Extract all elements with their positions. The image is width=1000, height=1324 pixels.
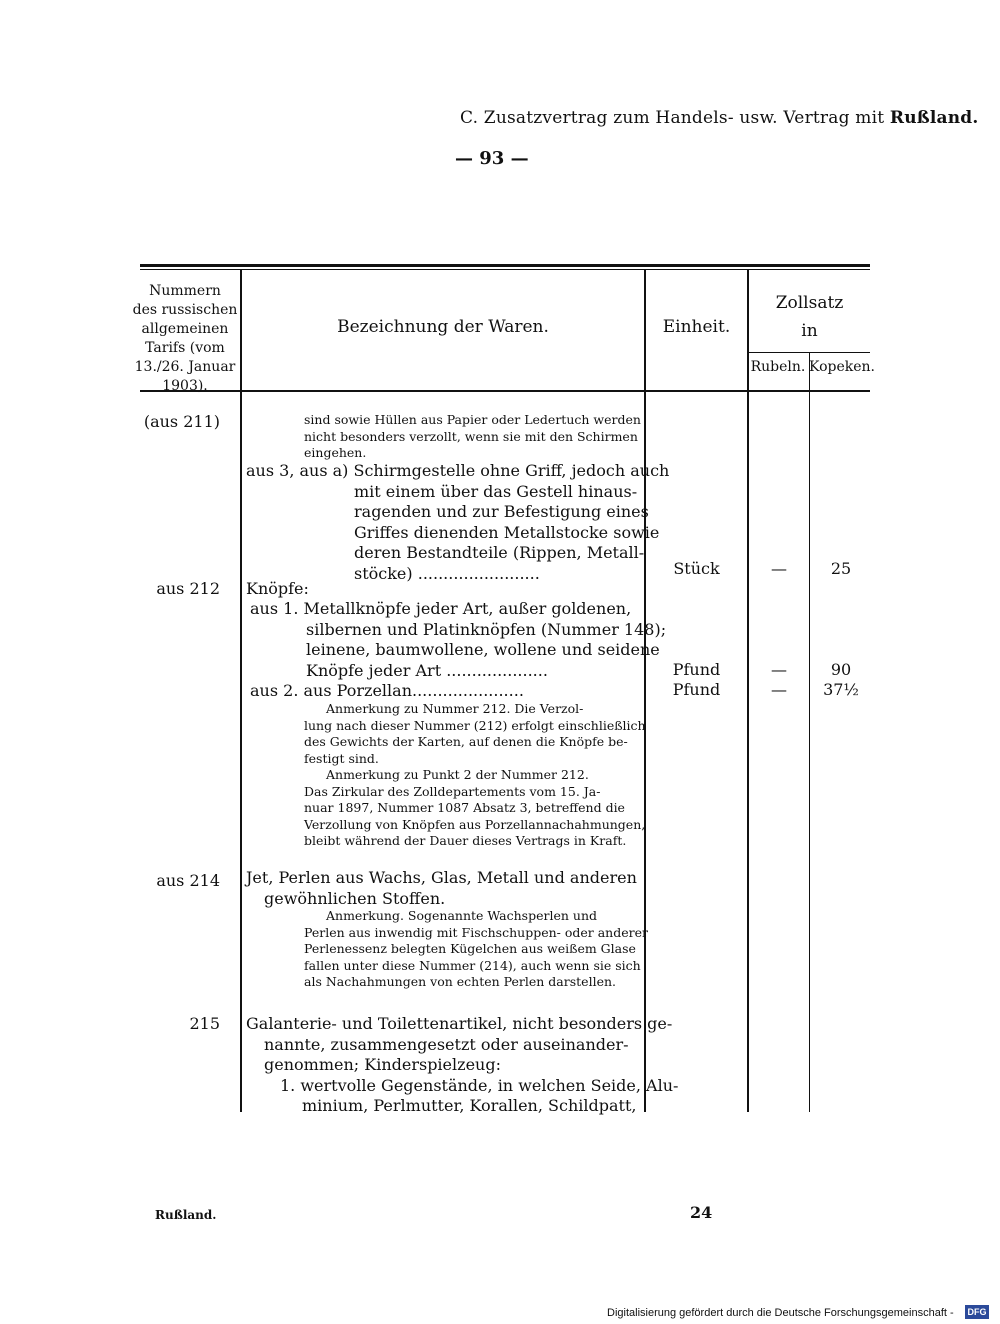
text-line: genommen; Kinderspielzeug: — [264, 1055, 501, 1074]
table-top-rule-thick — [140, 264, 870, 267]
text-line: Anmerkung zu Punkt 2 der Nummer 212. — [326, 767, 589, 782]
text-line: Verzollung von Knöpfen aus Porzellannachahmungen, — [304, 816, 646, 832]
tariff-number: 215 — [189, 1014, 220, 1033]
kopeks-value: 25 — [830, 559, 852, 578]
text-line: Das Zirkular des Zolldepartements vom 15. Ja- — [304, 783, 601, 799]
header-col-rubles: Rubeln. — [750, 359, 806, 375]
header-col1-line: des russischen — [132, 302, 238, 318]
running-head-text: C. Zusatzvertrag zum Handels- usw. Vertrag mit — [460, 108, 885, 128]
header-col-kopeks: Kopeken. — [809, 359, 875, 375]
zollsatz-sub-rule — [747, 352, 870, 353]
note-text — [304, 908, 648, 991]
header-col-rate-title: Zollsatz — [775, 293, 844, 313]
text-line: deren Bestandteile (Rippen, Metall- — [354, 543, 645, 562]
text-line: als Nachahmungen von echten Perlen darstellen. — [304, 974, 616, 989]
header-col1-line: 13./26. Januar — [134, 359, 236, 375]
description-text — [246, 868, 637, 909]
text-line: Perlen aus inwendig mit Fischschuppen- oder anderer — [304, 924, 648, 940]
digitization-note: Digitalisierung gefördert durch die Deutsche Forschungsgemeinschaft - — [607, 1307, 954, 1319]
page-number: — 93 — — [455, 148, 529, 169]
rubles-value: — — [771, 660, 787, 679]
tariff-number: aus 212 — [156, 579, 220, 598]
tariff-number: aus 214 — [156, 871, 220, 890]
text-line: aus 1. Metallknöpfe jeder Art, außer goldenen, — [250, 599, 632, 618]
text-line: aus 2. aus Porzellan...................... — [250, 681, 524, 700]
header-col-unit: Einheit. — [662, 317, 731, 337]
unit-value: Pfund — [672, 660, 721, 679]
text-line: leinene, baumwollene, wollene und seidene — [306, 640, 660, 659]
header-col1-line: 1903). — [162, 378, 208, 394]
footer-country: Rußland. — [155, 1208, 217, 1222]
text-line: minium, Perlmutter, Korallen, Schildpatt, — [302, 1096, 637, 1115]
text-line: des Gewichts der Karten, auf denen die Knöpfe be- — [304, 734, 628, 749]
note-text — [304, 701, 646, 850]
text-line: Galanterie- und Toilettenartikel, nicht besonders ge- — [246, 1014, 673, 1033]
header-col-rate-in: in — [801, 321, 818, 341]
text-line: sind sowie Hüllen aus Papier oder Ledertuch werden — [304, 412, 641, 427]
text-line: nannte, zusammengesetzt oder auseinander- — [264, 1034, 629, 1054]
text-line: Anmerkung. Sogenannte Wachsperlen und — [326, 908, 597, 923]
kopeks-value: 90 — [830, 660, 852, 679]
text-line: fallen unter diese Nummer (214), auch wenn sie sich — [304, 957, 641, 973]
text-line: stöcke) ........................ — [354, 563, 540, 583]
header-col1-line: Nummern — [149, 283, 221, 299]
text-line: Jet, Perlen aus Wachs, Glas, Metall und anderen — [246, 868, 637, 887]
text-line: Anmerkung zu Nummer 212. Die Verzol- — [326, 701, 584, 716]
unit-value: Pfund — [672, 680, 721, 699]
header-col-tariff-number — [130, 282, 240, 396]
text-line: Perlenessenz belegten Kügelchen aus weißem Glase — [304, 941, 636, 956]
text-line: bleibt während der Dauer dieses Vertrags in Kraft. — [304, 833, 627, 848]
text-line: silbernen und Platinknöpfen (Nummer 148); — [306, 619, 667, 639]
text-line: lung nach dieser Nummer (212) erfolgt einschließlich — [304, 717, 646, 733]
section-title: Knöpfe: — [246, 579, 309, 598]
text-line: nuar 1897, Nummer 1087 Absatz 3, betreffend die — [304, 800, 625, 815]
table-top-rule-thin — [140, 269, 870, 270]
header-col-description: Bezeichnung der Waren. — [337, 317, 549, 337]
text-line: eingehen. — [304, 445, 367, 460]
header-col1-line: allgemeinen — [141, 321, 229, 337]
running-head — [460, 108, 979, 128]
text-line: nicht besonders verzollt, wenn sie mit den Schirmen — [304, 428, 638, 444]
description-text — [250, 599, 666, 702]
text-line: 1. wertvolle Gegenstände, in welchen Seide, Alu- — [280, 1075, 679, 1095]
text-line: festigt sind. — [304, 750, 379, 766]
col-divider-1 — [240, 269, 242, 1112]
text-line: Griffes dienenden Metallstocke sowie — [354, 522, 660, 542]
text-line: mit einem über das Gestell hinaus- — [354, 481, 638, 501]
table-header-bottom-rule — [140, 390, 870, 392]
description-text — [246, 1014, 678, 1117]
text-line: aus 3, aus a) Schirmgestelle ohne Griff, jedoch auch — [246, 461, 670, 480]
unit-value: Stück — [673, 559, 720, 578]
rubles-value: — — [771, 559, 787, 578]
description-text — [304, 412, 641, 462]
footer-signature-number: 24 — [690, 1203, 713, 1222]
rubles-value: — — [771, 680, 787, 699]
kopeks-value: 37½ — [823, 680, 859, 699]
running-head-country: Rußland. — [889, 108, 979, 128]
description-text — [246, 461, 669, 584]
text-line: gewöhnlichen Stoffen. — [264, 888, 446, 908]
text-line: Knöpfe jeder Art .................... — [306, 660, 548, 680]
dfg-logo-icon: DFG — [965, 1305, 989, 1319]
text-line: ragenden und zur Befestigung eines — [354, 502, 649, 521]
header-col1-line: Tarifs (vom — [145, 340, 225, 356]
tariff-number: (aus 211) — [143, 412, 220, 431]
col-divider-4 — [809, 352, 810, 1112]
